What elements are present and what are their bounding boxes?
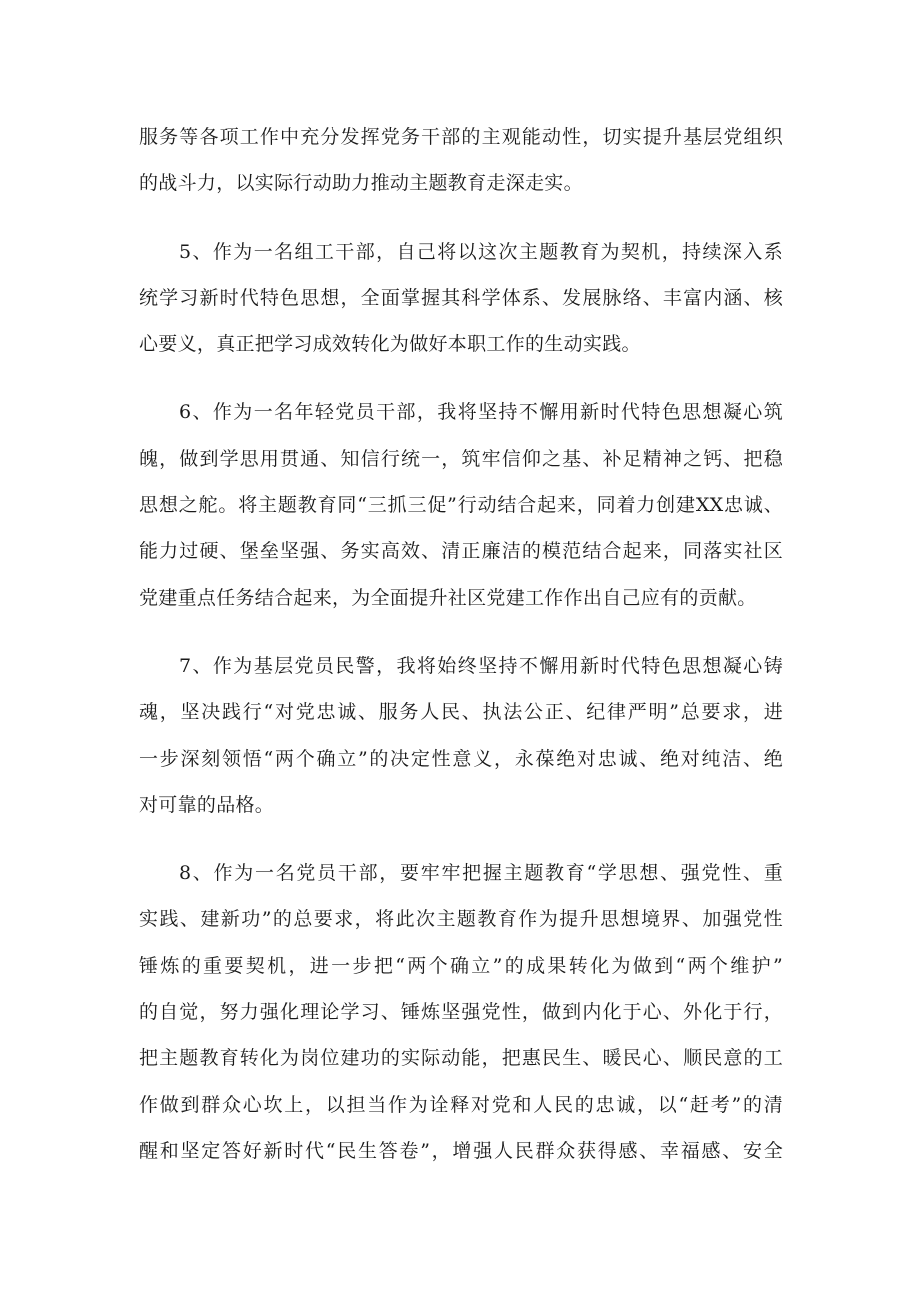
- text-line: 的战斗力，以实际行动助力推动主题教育走深走实。: [139, 172, 583, 195]
- text-line: 思想之舵。将主题教育同“三抓三促”行动结合起来，同着力创建XX忠诚、: [139, 494, 783, 517]
- paragraph-p6: [139, 389, 783, 620]
- text-line: 党建重点任务结合起来，为全面提升社区党建工作作出自己应有的贡献。: [139, 586, 757, 609]
- text-line: 的自觉，努力强化理论学习、锤炼坚强党性，做到内化于心、外化于行，: [139, 1001, 783, 1024]
- paragraph-p7: [139, 643, 783, 828]
- text-line: 一步深刻领悟“两个确立”的决定性意义，永葆绝对忠诚、绝对纯洁、绝: [139, 747, 783, 770]
- text-line: 服务等各项工作中充分发挥党务干部的主观能动性，切实提升基层党组织: [139, 126, 783, 148]
- text-line: 作做到群众心坎上，以担当作为诠释对党和人民的忠诚，以“赶考”的清: [139, 1093, 783, 1116]
- text-line: 7、作为基层党员民警，我将始终坚持不懈用新时代特色思想凝心铸: [179, 654, 783, 677]
- text-line: 把主题教育转化为岗位建功的实际动能，把惠民生、暖民心、顺民意的工: [139, 1047, 783, 1070]
- text-line: 8、作为一名党员干部，要牢牢把握主题教育“学思想、强党性、重: [179, 862, 783, 885]
- text-line: 魂，坚决践行“对党忠诚、服务人民、执法公正、纪律严明”总要求，进: [139, 701, 783, 724]
- paragraph-p5: [139, 229, 783, 368]
- text-line: 5、作为一名组工干部，自己将以这次主题教育为契机，持续深入系: [179, 240, 783, 263]
- paragraph-p-continued: [139, 114, 783, 207]
- text-line: 6、作为一名年轻党员干部，我将坚持不懈用新时代特色思想凝心筑: [179, 401, 783, 424]
- text-line: 醒和坚定答好新时代“民生答卷”，增强人民群众获得感、幸福感、安全: [139, 1139, 783, 1162]
- paragraph-p8: [139, 850, 783, 1174]
- text-line: 能力过硬、堡垒坚强、务实高效、清正廉洁的模范结合起来，同落实社区: [139, 540, 783, 563]
- paragraph-gap: [139, 207, 783, 229]
- text-line: 心要义，真正把学习成效转化为做好本职工作的生动实践。: [139, 333, 641, 356]
- paragraph-gap: [139, 621, 783, 643]
- text-line: 对可靠的品格。: [139, 793, 275, 816]
- text-line: 锤炼的重要契机，进一步把“两个确立”的成果转化为做到“两个维护”: [139, 954, 783, 977]
- text-line: 实践、建新功”的总要求，将此次主题教育作为提升思想境界、加强党性: [139, 908, 783, 931]
- text-line: 魄，做到学思用贯通、知信行统一，筑牢信仰之基、补足精神之钙、把稳: [139, 447, 783, 470]
- text-line: 统学习新时代特色思想，全面掌握其科学体系、发展脉络、丰富内涵、核: [139, 286, 783, 309]
- paragraph-gap: [139, 367, 783, 389]
- document-body: [139, 114, 783, 1174]
- paragraph-gap: [139, 828, 783, 850]
